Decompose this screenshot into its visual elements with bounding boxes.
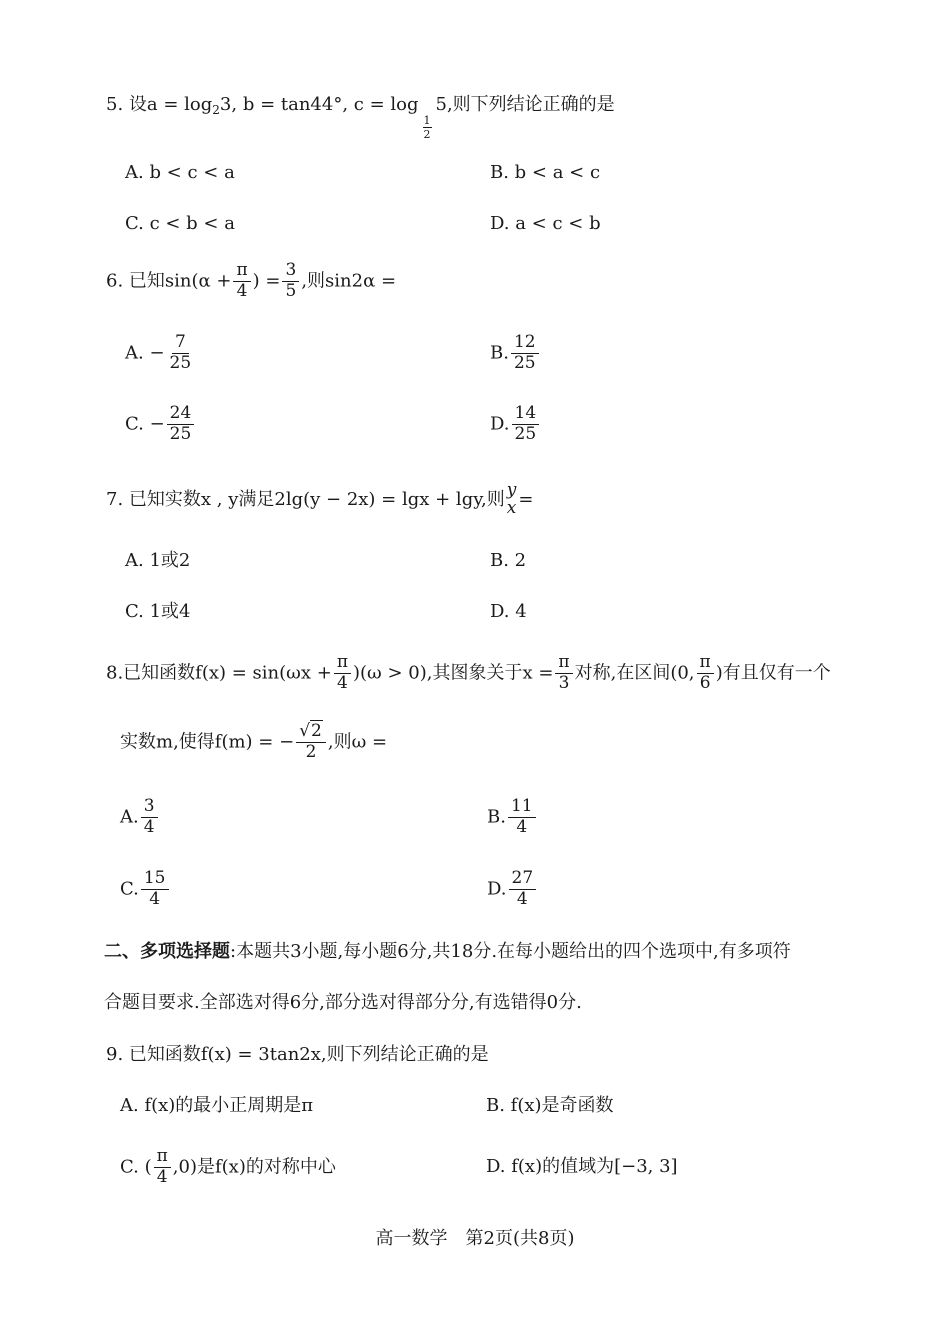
question-5-option-c: C. c < b < a xyxy=(125,213,235,234)
question-7-option-d: D. 4 xyxy=(490,601,527,622)
sqrt-fraction: $\frac{√2}{2}$ xyxy=(296,723,326,762)
fraction: $\frac{27}{4}$ xyxy=(509,870,537,909)
question-9-stem: 9. 已知函数f(x) = 3tan2x,则下列结论正确的是 xyxy=(106,1044,489,1065)
question-5-option-b: B. b < a < c xyxy=(490,162,601,183)
fraction: $\frac{\pi}{3}$ xyxy=(555,654,572,693)
question-8-option-a: A. $\frac{3}{4}$ xyxy=(120,798,160,837)
sqrt-sign: √ xyxy=(299,721,311,741)
question-9-option-c: C. ( $\frac{\pi}{4}$ ,0)是f(x)的对称中心 xyxy=(120,1146,336,1187)
section-2-heading: 二、多项选择题:本题共3小题,每小题6分,共18分.在每小题给出的四个选项中,有多项符 xyxy=(104,941,791,962)
page-footer: 高一数学 第2页(共8页) xyxy=(375,1228,575,1249)
question-8-stem-line2: 实数m,使得f(m) = − $\frac{√2}{2}$ ,则ω = xyxy=(120,721,388,762)
question-5-option-a: A. b < c < a xyxy=(125,162,235,183)
fraction: $\frac{14}{25}$ xyxy=(512,405,540,444)
question-9-option-b: B. f(x)是奇函数 xyxy=(486,1095,614,1116)
question-8-option-d: D. $\frac{27}{4}$ xyxy=(487,870,538,909)
fraction: y x xyxy=(506,480,517,518)
question-5-option-d: D. a < c < b xyxy=(490,213,601,234)
question-7-stem: 7. 已知实数x , y满足2lg(y − 2x) = lgx + lgy,则 y x = xyxy=(106,480,534,518)
fraction: $\frac{24}{25}$ xyxy=(167,405,195,444)
fraction: $\frac{15}{4}$ xyxy=(141,870,169,909)
fraction: $\frac{7}{25}$ xyxy=(169,332,192,373)
fraction: $\frac{\pi}{4}$ xyxy=(233,262,250,301)
question-8-option-b: B. $\frac{11}{4}$ xyxy=(487,798,538,837)
question-6-option-d: D. $\frac{14}{25}$ xyxy=(490,405,541,444)
question-8-stem: 8.已知函数f(x) = sin(ωx + $\frac{\pi}{4}$ )(ω > 0),其图象关于x = $\frac{\pi}{3}$ 对称,在区间(0, $\frac{\pi}{6}$ )有且仅有一个 xyxy=(106,652,831,693)
question-7-option-a: A. 1或2 xyxy=(125,550,191,571)
fraction: $\frac{12}{25}$ xyxy=(511,334,539,373)
question-6-option-c: C. − $\frac{24}{25}$ xyxy=(125,405,196,444)
fraction: $\frac{11}{4}$ xyxy=(508,798,536,837)
fraction: $\frac{\pi}{4}$ xyxy=(334,654,351,693)
question-8-option-c: C. $\frac{15}{4}$ xyxy=(120,870,171,909)
question-9-option-a: A. f(x)的最小正周期是π xyxy=(120,1095,314,1116)
fraction: $\frac{3}{5}$ xyxy=(282,262,299,301)
fraction: $\frac{3}{4}$ xyxy=(141,798,158,837)
log-base-fraction: $\frac{1}{2}$ xyxy=(423,114,431,141)
fraction: $\frac{\pi}{4}$ xyxy=(154,1148,171,1187)
question-6-option-a: A. − $\frac{7}{25}$ xyxy=(125,334,196,373)
question-5-stem: 5. 设$a = \log_23$, b = tan44°, c = log $\frac{1}{2}$ 5,则下列结论正确的是 xyxy=(106,94,615,141)
question-7-option-b: B. 2 xyxy=(490,550,527,571)
question-6-stem: 6. 已知sin(α + $\frac{\pi}{4}$ ) = $\frac{3}{5}$ ,则sin2α = xyxy=(106,260,397,301)
question-7-option-c: C. 1或4 xyxy=(125,601,191,622)
section-2-instructions: 合题目要求.全部选对得6分,部分选对得部分分,有选错得0分. xyxy=(104,992,582,1013)
question-6-option-b: B. $\frac{12}{25}$ xyxy=(490,334,541,373)
question-9-option-d: D. f(x)的值域为[−3, 3] xyxy=(486,1156,678,1177)
fraction: $\frac{\pi}{6}$ xyxy=(697,654,714,693)
